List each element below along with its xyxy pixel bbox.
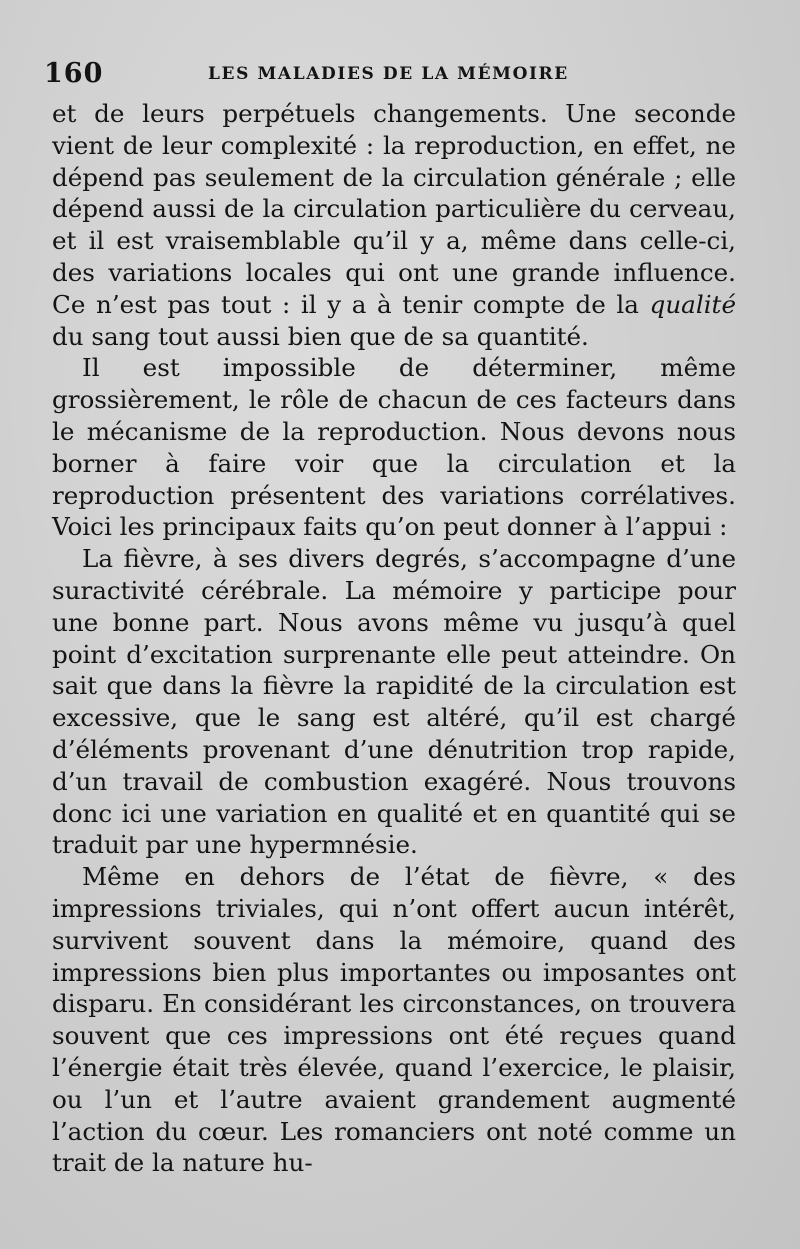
running-head [44,58,756,92]
paragraph-3: La fièvre, à ses divers degrés, s’accompagne d’une suractivité cérébrale. La mémoire y participe pour une bonne part. Nous avons même vu jusqu’à quel point d’excitation surprenante elle peut atteindre. On sait que dans la fièvre la rapidité de la circulation est excessive, que le sang est altéré, qu’il est chargé d’éléments provenant d’une dénutrition trop rapide, d’un travail de combustion exagéré. Nous trouvons donc ici une variation en qualité et en quantité qui se traduit par une hypermnésie. [52,544,736,860]
paragraph-1 [52,98,736,352]
paragraph-1-text-before: et de leurs perpétuels changements. Une seconde vient de leur complexité : la reproduction, en effet, ne dépend pas seulement de la circulation générale ; elle dépend aussi de la circulation particulière du cerveau, et il est vraisemblable qu’il y a, même dans celle-ci, des variations locales qui ont une grande influence. Ce n’est pas tout : il y a à tenir compte de la [52,99,736,319]
page-number: 160 [44,58,104,89]
paragraph-4: Même en dehors de l’état de fièvre, « des impressions triviales, qui n’ont offert aucun intérêt, survivent souvent dans la mémoire, quand des impressions bien plus importantes ou imposantes ont disparu. En considérant les circonstances, on trouvera souvent que ces impressions ont été reçues quand l’énergie était très élevée, quand l’exercice, le plaisir, ou l’un et l’autre avaient grandement augmenté l’action du cœur. Les romanciers ont noté comme un trait de la nature hu- [52,862,736,1178]
body-text [52,98,736,1179]
italic-quality: qualité [649,289,736,319]
running-title: LES MALADIES DE LA MÉMOIRE [208,64,569,84]
paragraph-2: Il est impossible de déterminer, même grossièrement, le rôle de chacun de ces facteurs dans le mécanisme de la reproduction. Nous devons nous borner à faire voir que la circulation et la reproduction présentent des variations corrélatives. Voici les principaux faits qu’on peut donner à l’appui : [52,353,736,542]
paragraph-1-text-after: du sang tout aussi bien que de sa quantité. [52,321,589,351]
